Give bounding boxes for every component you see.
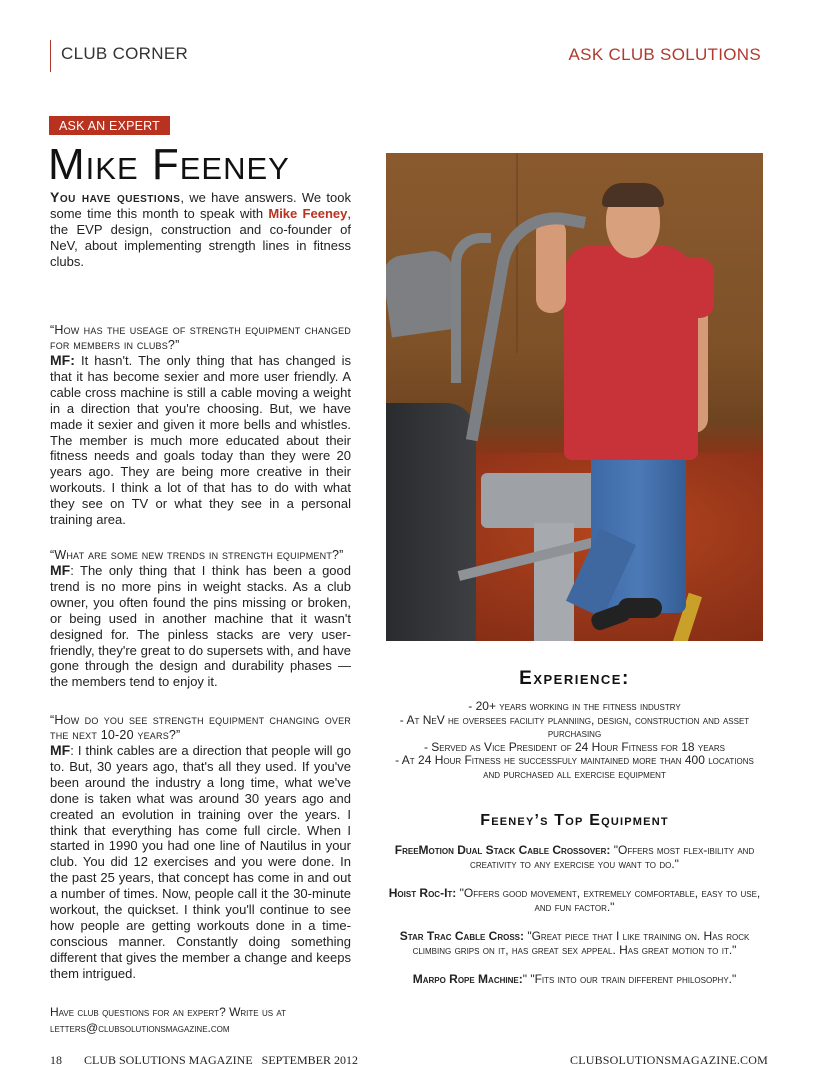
qa-block bbox=[50, 713, 351, 982]
article-title: Mike Feeney bbox=[48, 140, 290, 189]
equipment-quote: "Great piece that I like training on. Has rock climbing grips on it, has great sex appeal. Has great motion to it." bbox=[412, 929, 750, 957]
answer-text: It hasn't. The only thing that has changed is that it has become sexier and more user friendly. A cable cross machine is still a cable moving a weight in a direction that you're choosing. But, we have made it sexier and given it more bells and whistles. The member is much more educated about their fitness needs and goals today than they were 20 years ago. They are being more creative in their workouts. I think a lot of that has to do with what they see on TV or what they see in a personal training area. bbox=[50, 353, 351, 528]
intro-paragraph bbox=[50, 190, 351, 270]
equipment-item bbox=[386, 843, 763, 871]
contact-note bbox=[50, 1005, 351, 1036]
contact-text: Have club questions for an expert? Write us at bbox=[50, 1005, 287, 1019]
photo-person-shoe bbox=[618, 598, 662, 618]
equipment-list bbox=[386, 843, 763, 1001]
equipment-quote: " "Fits into our train different philosophy." bbox=[522, 972, 737, 986]
question: “What are some new trends in strength equipment?” bbox=[50, 548, 344, 562]
experience-item: - At 24 Hour Fitness he successfuly maintained more than 400 locations and purchased all exercise equipment bbox=[395, 753, 754, 781]
answer-text: : I think cables are a direction that people will go to. But, 30 years ago, that's all they used. If you've been around the industry a long time, what we've done is taken what was around 30 years ago and created an evolution in training over the years. I think that everything has come full circle. When I started in 1990 you had one line of Nautilus in your club. You did 12 exercises and you were done. In the past 25 years, that concept has come in and out a number of times. Now, people call it the 30-minute workout, the quickset. I think you'll continue to see how people are getting workouts done in a time-conscious manner. Constantly doing something different that gives the member a change and keeps them intrigued. bbox=[50, 743, 351, 981]
page-number: 18 bbox=[50, 1053, 62, 1067]
answer bbox=[50, 563, 351, 690]
answer bbox=[50, 353, 351, 528]
photo-person-hair bbox=[602, 183, 664, 207]
footer-website[interactable]: CLUBSOLUTIONSMAGAZINE.COM bbox=[569, 1053, 768, 1067]
qa-block bbox=[50, 548, 351, 690]
answer-prefix: MF: bbox=[50, 352, 75, 368]
qa-block bbox=[50, 323, 351, 528]
photo-machine-console bbox=[386, 249, 461, 338]
photo-machine-base bbox=[386, 403, 476, 641]
experience-heading: Experience: bbox=[519, 668, 630, 689]
experience-list bbox=[386, 700, 763, 782]
section-label-right: ASK CLUB SOLUTIONS bbox=[568, 45, 761, 64]
feature-photo bbox=[386, 153, 763, 641]
question: “How do you see strength equipment changing over the next 10-20 years?” bbox=[50, 713, 351, 742]
equipment-item bbox=[386, 929, 763, 957]
intro-text-2: , the EVP design, construction and co-founder of NeV, about implementing strength lines in fitness clubs. bbox=[50, 205, 351, 269]
experience-item: - 20+ years working in the fitness industry bbox=[468, 699, 681, 713]
equipment-name: Star Trac Cable Cross: bbox=[399, 929, 524, 943]
answer bbox=[50, 743, 351, 982]
footer-publication-info bbox=[50, 1053, 358, 1068]
equipment-quote: "Offers good movement, extremely comfortable, easy to use, and fun factor." bbox=[456, 886, 761, 914]
section-label-left bbox=[50, 40, 188, 72]
publication-name: CLUB SOLUTIONS MAGAZINE SEPTEMBER 2012 bbox=[84, 1053, 359, 1067]
photo-person-sleeve bbox=[672, 258, 714, 318]
equipment-name: Marpo Rope Machine: bbox=[412, 972, 523, 986]
experience-item: - Served as Vice President of 24 Hour Fitness for 18 years bbox=[423, 739, 726, 754]
intro-lead: You have questions bbox=[50, 189, 181, 205]
contact-email-link[interactable]: letters@clubsolutionsmagazine.com bbox=[50, 1020, 230, 1035]
answer-prefix: MF bbox=[50, 562, 71, 578]
kicker-badge: ASK AN EXPERT bbox=[49, 116, 170, 135]
answer-prefix: MF bbox=[50, 742, 71, 758]
intro-text: , we have answers. We took some time this month to speak with bbox=[50, 190, 351, 221]
equipment-item bbox=[386, 886, 763, 914]
equipment-quote: "Offers most flex-ibility and creativity to any exercise you want to do." bbox=[470, 843, 755, 871]
equipment-heading: Feeney’s Top Equipment bbox=[480, 812, 669, 829]
section-name: CLUB CORNER bbox=[61, 44, 189, 63]
equipment-name: FreeMotion Dual Stack Cable Crossover: bbox=[394, 843, 611, 857]
answer-text: : The only thing that I think has been a good trend is no more pins in weight stacks. As a club owner, you often found the pins missing or broken, or being used in another machine that it wasn't designed for. The pinless stacks are very user-friendly, they're great to do supersets with, and have gone through the design and durability phases — the members tend to enjoy it. bbox=[50, 563, 351, 690]
photo-machine-upright bbox=[534, 523, 574, 641]
experience-item: - At NeV he oversees facility planniing, design, construction and asset purchasing bbox=[399, 712, 750, 741]
equipment-name: Hoist Roc-It: bbox=[388, 886, 457, 900]
equipment-item bbox=[386, 972, 763, 986]
intro-name: Mike Feeney bbox=[268, 205, 348, 221]
question: “How has the useage of strength equipment changed for members in clubs?” bbox=[50, 323, 351, 352]
